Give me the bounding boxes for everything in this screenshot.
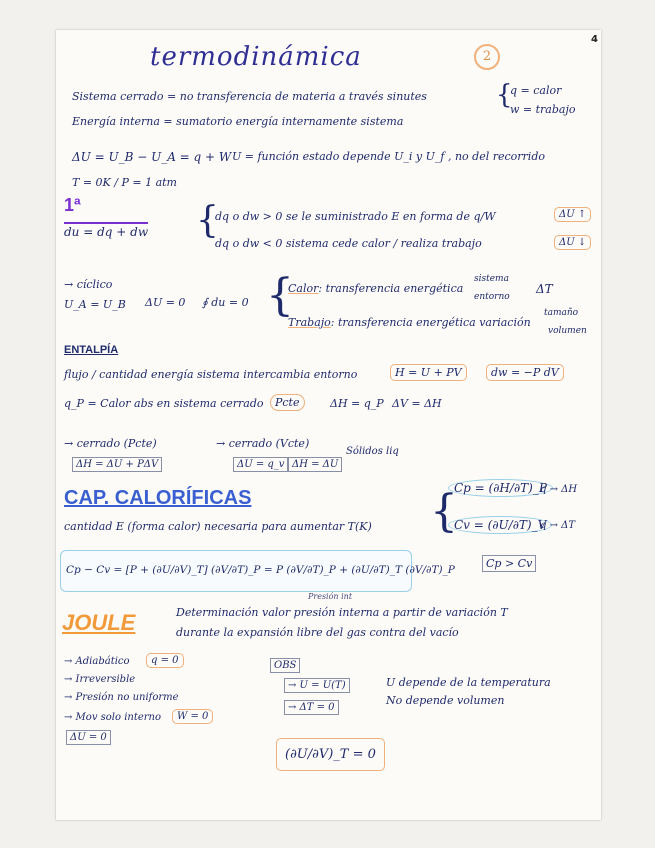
closed-v-equation-2: ΔH = ΔU — [288, 457, 342, 472]
heat-capacities-heading: CAP. CALORÍFICAS — [64, 487, 252, 509]
heat-sub-system: sistema — [474, 274, 509, 284]
intro-line-2: Energía interna = sumatorio energía internamente sistema — [72, 115, 404, 128]
heat-capacity-definition: cantidad E (forma calor) necesaria para aumentar T(K) — [64, 520, 372, 533]
page-title: termodinámica — [150, 42, 362, 72]
delta-u-zero-badge: ΔU = 0 — [66, 730, 111, 745]
delta-h-equals-qp: ΔH = q_P — [330, 397, 384, 410]
heat-text: : transferencia energética — [318, 282, 464, 295]
energy-equation: ΔU = U_B − U_A = q + W — [72, 150, 232, 164]
enthalpy-equation: H = U + PV — [390, 364, 467, 381]
heat-definition — [288, 282, 463, 295]
work-sub-size: tamaño — [544, 308, 579, 318]
standard-conditions: T = 0K / P = 1 atm — [72, 176, 177, 189]
closed-v-equation-1: ΔU = q_v — [233, 457, 288, 472]
joule-heading: JOULE — [62, 610, 136, 635]
closed-p-equation: ΔH = ΔU + PΔV — [72, 457, 162, 472]
work-text: : transferencia energética variación — [330, 316, 531, 329]
cv-equation: Cv = (∂U/∂T)_V — [448, 516, 552, 534]
internal-pressure-note: Presión int — [308, 592, 353, 601]
cp-definition — [448, 481, 553, 495]
cp-cv-brace: { — [430, 486, 458, 537]
delta-u-down-badge: ΔU ↓ — [554, 235, 591, 250]
obs-text-1: U depende de la temperatura — [386, 676, 551, 689]
delta-u-up-badge: ΔU ↑ — [554, 207, 591, 222]
cyclic-eq-delta-u: ΔU = 0 — [145, 296, 186, 309]
joule-item-pressure: → Presión no uniforme — [64, 692, 179, 703]
legend-w: w = trabajo — [510, 103, 576, 116]
first-law-case-positive: dq o dw > 0 se le suministrado E en forma de q/W — [215, 210, 496, 223]
obs-text-2: No depende volumen — [386, 694, 505, 707]
joule-item-irreversible: → Irreversible — [64, 674, 136, 685]
cp-cv-formula: Cp − Cv = [P + (∂U/∂V)_T] (∂V/∂T)_P = P (∂V/∂T)_P + (∂U/∂T)_T (∂V/∂T)_P — [66, 564, 455, 576]
first-law-brace: { — [196, 200, 219, 241]
heat-work-brace: { — [266, 270, 294, 321]
joule-final-equation: (∂U/∂V)_T = 0 — [276, 738, 385, 771]
delta-v-equation: ΔV = ΔH — [392, 397, 442, 410]
work-sub-volume: volumen — [548, 326, 587, 336]
obs-delta-t — [284, 702, 339, 713]
closed-v-label: → cerrado (Vcte) — [216, 437, 310, 450]
closed-p-label: → cerrado (Pcte) — [64, 437, 157, 450]
joule-item-internal: → Mov solo interno — [64, 712, 162, 723]
first-law-equation: du = dq + dw — [64, 222, 148, 239]
work-definition — [288, 316, 531, 329]
cyclic-label: → cíclico — [64, 278, 113, 291]
obs-delta-t-box: → ΔT = 0 — [284, 700, 339, 715]
state-function-note: U = función estado depende U_i y U_f , no del recorrido — [232, 150, 545, 163]
cyclic-eq-integral: ∮ du = 0 — [202, 296, 249, 309]
heat-sub-surroundings: entorno — [474, 292, 510, 302]
legend-q: q = calor — [510, 84, 562, 97]
cp-greater-cv: Cp > Cv — [482, 555, 536, 572]
joule-definition-1: Determinación valor presión interna a partir de variación T — [176, 606, 508, 619]
enthalpy-heading: ENTALPÍA — [64, 344, 119, 356]
cp-note: q → ΔH — [540, 484, 578, 495]
solids-liquids-note: Sólidos liq — [346, 446, 399, 457]
obs-u-of-t — [284, 680, 350, 691]
constant-pressure-badge: Pcte — [270, 394, 305, 411]
work-pressure-equation: dw = −P dV — [486, 364, 564, 381]
joule-definition-2: durante la expansión libre del gas contra del vacío — [176, 626, 459, 639]
legend-brace: { — [496, 80, 513, 110]
first-law-case-negative: dq o dw < 0 sistema cede calor / realiza trabajo — [215, 237, 482, 250]
intro-line-1: Sistema cerrado = no transferencia de materia a través sinutes — [72, 90, 427, 103]
cyclic-eq-ua-ub: U_A = U_B — [64, 298, 126, 311]
w-zero-badge: W = 0 — [172, 709, 213, 724]
enthalpy-definition: flujo / cantidad energía sistema intercambia entorno — [64, 368, 358, 381]
joule-item-adiabatic: → Adiabático — [64, 656, 130, 667]
q-zero-badge: q = 0 — [146, 653, 184, 668]
page-number-circle: 2 — [474, 44, 500, 70]
first-law-label: 1ª — [64, 195, 81, 215]
heat-delta-t: ΔT — [536, 282, 553, 296]
cv-definition — [448, 518, 552, 532]
corner-page-number: 4 — [591, 34, 598, 45]
heat-label: Calor — [288, 282, 319, 295]
qp-definition: q_P = Calor abs en sistema cerrado — [64, 397, 264, 410]
work-label: Trabajo — [288, 316, 331, 329]
obs-u-of-t-box: → U = U(T) — [284, 678, 350, 693]
cv-note: q → ΔT — [540, 520, 576, 531]
observations-label: OBS — [270, 658, 300, 673]
cp-equation: Cp = (∂H/∂T)_P — [448, 479, 553, 497]
